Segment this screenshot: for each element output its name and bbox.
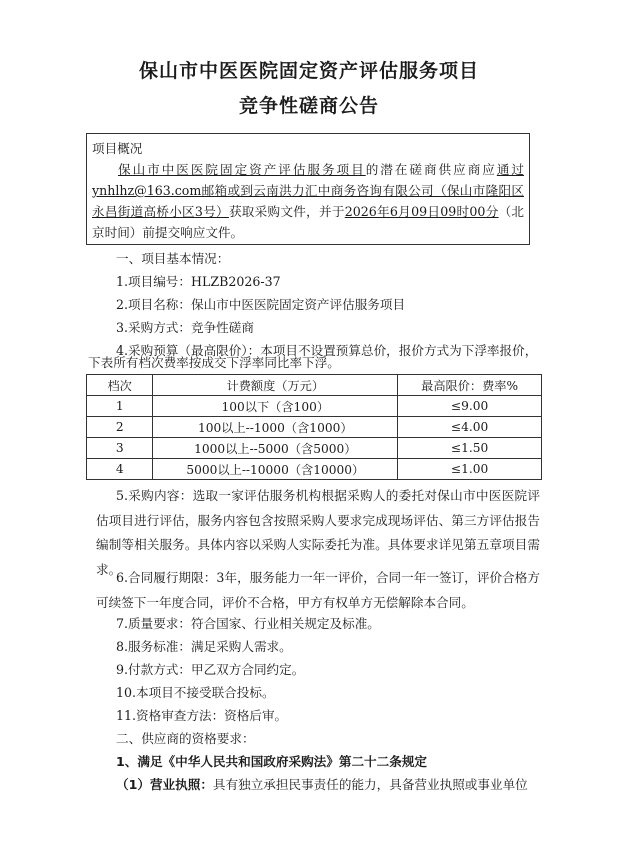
project-overview-box (86, 133, 530, 245)
header-max-rate: 最高限价：费率% (398, 375, 542, 396)
item-qualification-review: 11.资格审查方法：资格后审。 (116, 708, 288, 723)
cell-amount: 5000以上--10000（含10000） (153, 459, 398, 480)
item-contract-period: 6.合同履行期限：3年，服务能力一年一评价，合同一年一签订，评价合格方可续签下一年度合同，评价不合格，甲方有权单方无偿解除本合同。 (96, 570, 540, 610)
item-payment: 9.付款方式：甲乙双方合同约定。 (116, 662, 305, 677)
item-service-standard: 8.服务标准：满足采购人需求。 (116, 639, 292, 654)
item-budget-line1: 4.采购预算（最高限价）：本项目不设置预算总价，报价方式为下浮率报价， (116, 343, 538, 358)
cell-tier: 3 (87, 438, 153, 459)
section1-heading: 一、项目基本情况： (116, 251, 230, 266)
overview-text-part: （北京时间）前提交响应文件。 (92, 204, 525, 240)
cell-tier: 1 (87, 396, 153, 417)
overview-acquire-method: 通过ynhlhz@163.com邮箱或到云南洪力汇中商务咨询有限公司（保山市隆阳区永昌街道高桥小区3号） (92, 162, 525, 219)
requirement-label: （1）营业执照： (116, 777, 213, 792)
header-fee-amount: 计费额度（万元） (153, 375, 398, 396)
item-budget-line2: 下表所有档次费率按成交下浮率同比率下浮。 (88, 355, 340, 370)
section2-subheading: 1、满足《中华人民共和国政府采购法》第二十二条规定 (116, 754, 428, 769)
header-tier: 档次 (87, 375, 153, 396)
table-row (87, 417, 542, 438)
overview-text-part: 的潜在磋商供应商应 (365, 162, 497, 177)
item-procurement-method: 3.采购方式：竞争性磋商 (116, 320, 254, 335)
cell-amount: 100以下（含100） (153, 396, 398, 417)
cell-tier: 4 (87, 459, 153, 480)
overview-deadline: 2026年6月09日09时00分 (344, 204, 499, 219)
cell-rate: ≤4.00 (398, 417, 542, 438)
item-procurement-content: 5.采购内容：选取一家评估服务机构根据采购人的委托对保山市中医医院评估项目进行评估，服务内容包含按照采购人要求完成现场评估、第三方评估报告编制等相关服务。具体内容以采购人实际委托为准。具体要求详见第五章项目需求。 (96, 488, 540, 577)
item-project-name: 2.项目名称：保山市中医医院固定资产评估服务项目 (116, 297, 406, 312)
overview-project-name: 保山市中医医院固定资产评估服务项目 (118, 162, 366, 177)
overview-heading: 项目概况 (92, 141, 143, 156)
table-header-row (87, 375, 542, 396)
requirement-business-license (96, 774, 562, 795)
cell-amount: 100以上--1000（含1000） (153, 417, 398, 438)
item-project-number: 1.项目编号：HLZB2026-37 (116, 274, 281, 289)
cell-rate: ≤1.00 (398, 459, 542, 480)
cell-rate: ≤9.00 (398, 396, 542, 417)
overview-text-part: 获取采购文件，并于 (228, 204, 345, 219)
fee-table (86, 374, 542, 480)
document-subtitle: 竞争性磋商公告 (238, 95, 379, 117)
table-row (87, 438, 542, 459)
document-title: 保山市中医医院固定资产评估服务项目 (138, 60, 479, 82)
overview-text (92, 159, 524, 243)
item-no-joint-bid: 10.本项目不接受联合投标。 (116, 685, 275, 700)
item-quality: 7.质量要求：符合国家、行业相关规定及标准。 (116, 616, 380, 631)
table-row (87, 396, 542, 417)
table-row (87, 459, 542, 480)
section2-heading: 二、供应商的资格要求： (116, 731, 255, 746)
cell-tier: 2 (87, 417, 153, 438)
requirement-text: 具有独立承担民事责任的能力，具备营业执照或事业单位 (212, 777, 528, 792)
cell-amount: 1000以上--5000（含5000） (153, 438, 398, 459)
cell-rate: ≤1.50 (398, 438, 542, 459)
